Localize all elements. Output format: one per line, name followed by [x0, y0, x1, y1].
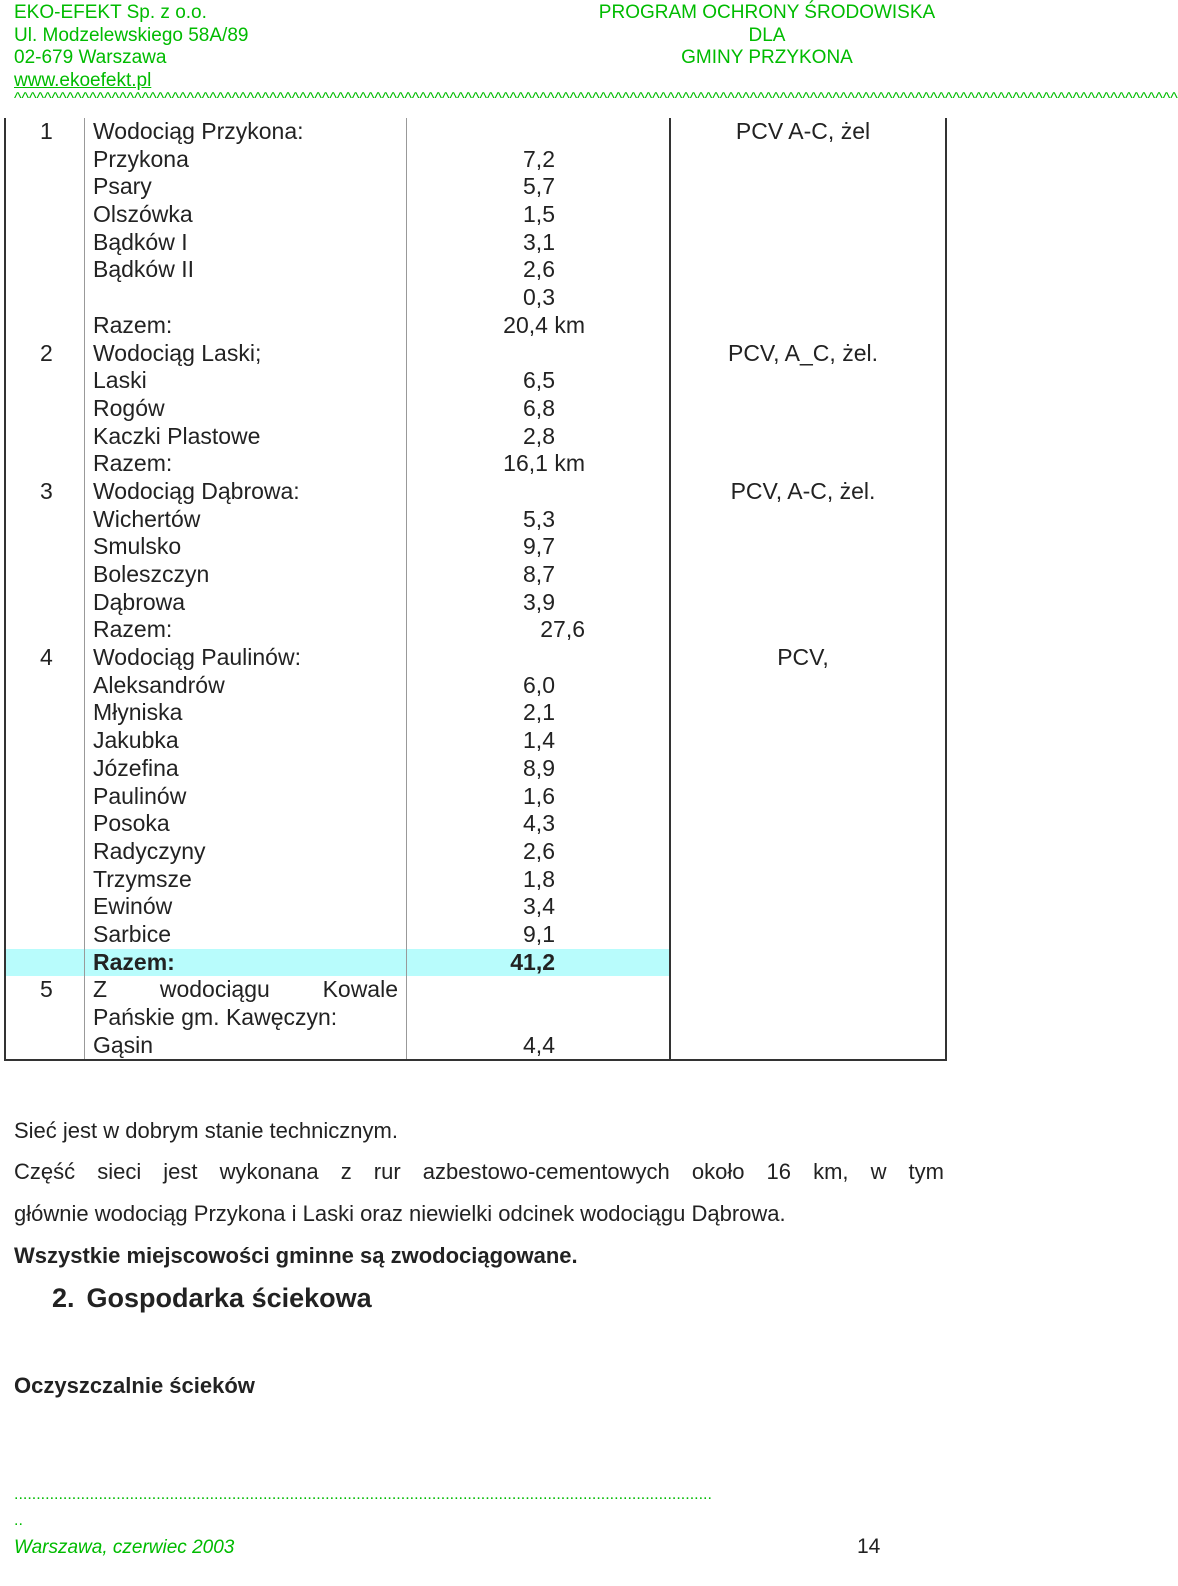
water-network-table	[4, 118, 947, 1061]
table-row	[5, 118, 946, 340]
waterworks-name-continued: Pańskie gm. Kawęczyn:	[93, 1004, 338, 1030]
length-value: 6,5	[523, 367, 555, 394]
locality-name: Przykona	[93, 145, 189, 172]
program-title-line-1: PROGRAM OCHRONY ŚRODOWISKA	[598, 2, 936, 23]
length-value: 1,6	[523, 782, 555, 809]
total-length: 27,6	[540, 616, 585, 643]
locality-name: Paulinów	[93, 782, 187, 809]
company-name: EKO-EFEKT Sp. z o.o.	[14, 2, 207, 23]
footer-place-date: Warszawa, czerwiec 2003	[14, 1537, 235, 1558]
company-header	[14, 2, 248, 92]
pipe-material: PCV,	[777, 644, 829, 671]
length-value: 5,3	[523, 505, 555, 532]
locality-name: Boleszczyn	[93, 561, 210, 587]
total-label: Razem:	[93, 616, 173, 643]
length-value: 9,7	[523, 533, 555, 560]
locality-name: Józefina	[93, 754, 179, 781]
paragraph-asbestos-line-1: Część sieci jest wykonana z rur azbestowo-cementowych około 16 km, w tym	[14, 1159, 944, 1184]
page-number: 14	[857, 1535, 881, 1558]
total-label: Razem:	[93, 948, 175, 975]
footer-dotted-rule-continued: ..	[14, 1512, 23, 1529]
length-value: 0,3	[523, 284, 555, 311]
paragraph-asbestos-line-2: głównie wodociąg Przykona i Laski oraz niewielki odcinek wodociągu Dąbrowa.	[14, 1201, 786, 1226]
waterworks-name: Wodociąg Paulinów:	[93, 644, 301, 671]
footer-dotted-rule: .............................................................................................................................................................	[14, 1486, 712, 1503]
locality-name: Laski	[93, 367, 147, 394]
length-value: 5,7	[523, 173, 555, 200]
total-length: 41,2	[510, 948, 555, 975]
locality-name: Młyniska	[93, 699, 183, 726]
subheading: Oczyszczalnie ścieków	[14, 1373, 255, 1398]
row-number: 4	[40, 644, 53, 671]
locality-name: Rogów	[93, 394, 165, 421]
pipe-material	[671, 976, 945, 1004]
locality-name: Posoka	[93, 810, 170, 837]
locality-name: Olszówka	[93, 201, 193, 228]
total-length: 20,4 km	[503, 311, 585, 338]
length-value: 6,8	[523, 394, 555, 421]
length-value: 8,7	[523, 561, 555, 587]
empty-line	[85, 284, 406, 312]
header-caret-rule: ^^^^^^^^^^^^^^^^^^^^^^^^^^^^^^^^^^^^^^^^^^^^^^^^^^^^^^^^^^^^^^^^^^^^^^^^^^^^^^^^^^^^^^^^^^^^^^^^^^^^^^^^^^^^^^^^^^^^^^^^^^^^^^^^^^^^^^^^^^^^^^^^^^^^^^^^^^^	[14, 90, 1178, 107]
locality-name: Sarbice	[93, 920, 171, 947]
table-row	[5, 340, 946, 478]
company-street: Ul. Modzelewskiego 58A/89	[14, 24, 249, 46]
company-city: 02-679 Warszawa	[14, 47, 167, 68]
length-value: 8,9	[523, 754, 555, 781]
length-value: 1,4	[523, 727, 555, 754]
locality-name: Kaczki Plastowe	[93, 422, 261, 449]
pipe-material: PCV, A-C, żel.	[730, 477, 876, 504]
pipe-material: PCV A-C, żel	[735, 118, 871, 144]
length-value: 2,8	[523, 422, 555, 449]
table-row	[5, 976, 946, 1060]
length-value: 2,6	[523, 837, 555, 864]
paragraph-technical-state: Sieć jest w dobrym stanie technicznym.	[14, 1118, 398, 1143]
total-length: 16,1 km	[503, 450, 585, 477]
length-value: 2,6	[523, 256, 555, 283]
row-number: 2	[40, 339, 53, 366]
length-value: 9,1	[523, 920, 555, 947]
total-label: Razem:	[93, 311, 173, 338]
waterworks-name: Z wodociągu Kowale	[93, 976, 398, 1003]
row-number: 3	[40, 477, 53, 504]
length-value: 4,4	[523, 1031, 555, 1058]
locality-name: Smulsko	[93, 533, 182, 560]
locality-name: Wichertów	[93, 505, 201, 532]
section-title: Gospodarka ściekowa	[86, 1283, 372, 1313]
waterworks-name: Wodociąg Dąbrowa:	[93, 477, 300, 504]
length-value: 3,4	[523, 893, 555, 920]
waterworks-name: Wodociąg Laski;	[93, 339, 262, 366]
length-value: 4,3	[523, 810, 555, 837]
length-value: 6,0	[523, 671, 555, 698]
locality-name: Jakubka	[93, 727, 179, 754]
highlighted-total-row	[5, 949, 946, 977]
paragraph-all-connected: Wszystkie miejscowości gminne są zwodociągowane.	[14, 1243, 578, 1268]
length-value: 1,8	[523, 865, 555, 892]
locality-name: Dąbrowa	[93, 588, 186, 615]
locality-name: Bądków I	[93, 228, 188, 255]
program-header	[577, 2, 957, 70]
pipe-material: PCV, A_C, żel.	[727, 339, 878, 366]
company-website-link[interactable]: www.ekoefekt.pl	[14, 69, 152, 91]
length-value: 1,5	[523, 201, 555, 228]
total-label: Razem:	[93, 450, 173, 477]
section-heading	[52, 1283, 372, 1314]
section-number: 2.	[52, 1283, 75, 1313]
locality-name: Ewinów	[93, 893, 173, 920]
locality-name: Aleksandrów	[93, 671, 225, 698]
locality-name: Radyczyny	[93, 837, 206, 864]
table-row	[5, 478, 946, 644]
locality-name: Trzymsze	[93, 865, 192, 892]
locality-name: Bądków II	[93, 256, 194, 283]
length-value: 3,9	[523, 588, 555, 615]
locality-name: Gąsin	[93, 1031, 154, 1058]
program-title-line-3: GMINY PRZYKONA	[681, 47, 853, 68]
waterworks-name: Wodociąg Przykona:	[93, 118, 304, 144]
length-value: 2,1	[523, 699, 555, 726]
row-number: 1	[40, 118, 53, 144]
locality-name: Psary	[93, 173, 152, 200]
table-row	[5, 644, 946, 949]
row-number: 5	[40, 976, 53, 1003]
program-title-line-2: DLA	[748, 24, 786, 46]
length-value: 7,2	[523, 145, 555, 172]
length-value: 3,1	[523, 228, 555, 255]
